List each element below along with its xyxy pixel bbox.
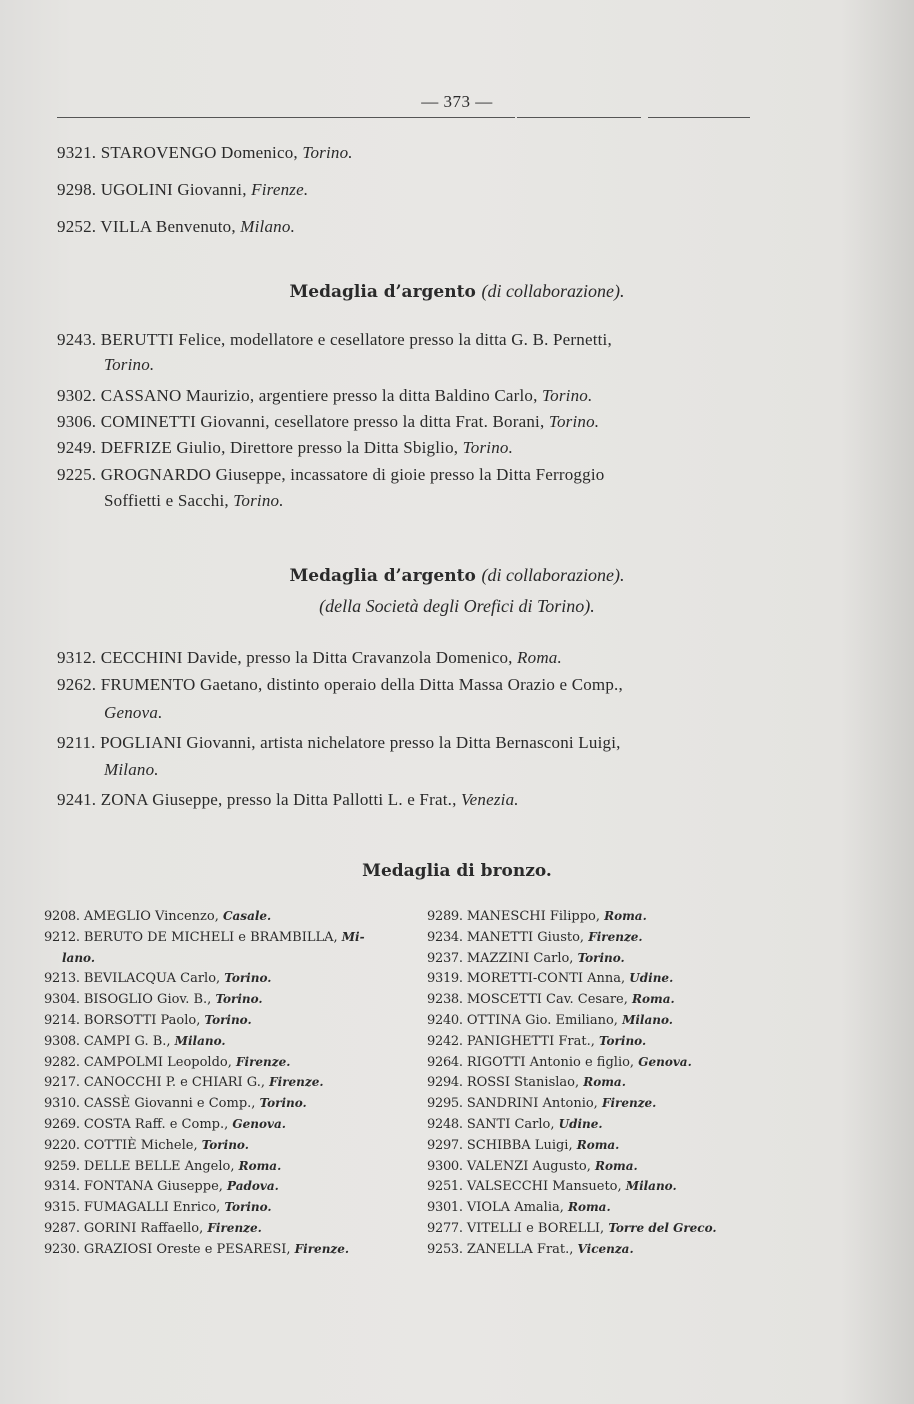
entry-number: 9242. [427, 1033, 463, 1049]
entry-city: Genova. [638, 1054, 692, 1069]
list-item [427, 927, 717, 948]
entry-name: COTTIÈ Michele, [83, 1137, 198, 1153]
entry-name: MANESCHI Filippo, [466, 909, 600, 924]
entry-name: BERUTO DE MICHELI e BRAMBILLA, [83, 929, 338, 945]
entry-number: 9213. [44, 971, 80, 987]
list-item-continuation: Genova. [104, 703, 163, 722]
entry-number: 9277. [427, 1220, 463, 1236]
list-item: 9241. ZONA Giuseppe, presso la Ditta Pallotti L. e Frat., Venezia. [57, 790, 519, 809]
entry-number: 9240. [427, 1012, 463, 1028]
list-item [44, 1031, 365, 1052]
entry-city: Torino. [599, 1033, 647, 1048]
entry-name: CAMPOLMI Leopoldo, [83, 1054, 232, 1070]
entry-name: AMEGLIO Vincenzo, [83, 909, 219, 924]
list-item [427, 1218, 717, 1239]
entry-name: MAZZINI Carlo, [466, 950, 574, 966]
list-item [427, 1052, 717, 1073]
entry-city: Udine. [629, 971, 674, 986]
list-item [44, 989, 365, 1010]
entry-name: DELLE BELLE Angelo, [83, 1158, 235, 1174]
entry-number: 9300. [427, 1158, 463, 1174]
entry-number: 9238. [427, 992, 463, 1008]
list-item [44, 927, 365, 948]
entry-name: BISOGLIO Giov. B., [83, 992, 212, 1008]
list-item [427, 1156, 717, 1177]
entry-city: Torino. [577, 950, 625, 965]
entry-number: 9301. [427, 1200, 463, 1216]
entry-name: VALENZI Augusto, [466, 1158, 591, 1174]
entry-number: 9294. [427, 1075, 463, 1091]
entry-city: Milano. [174, 1033, 226, 1048]
entry-name: GORINI Raffaello, [83, 1220, 204, 1236]
entry-name: OTTINA Gio. Emiliano, [466, 1012, 618, 1028]
list-item: 9252. VILLA Benvenuto, Milano. [57, 217, 296, 236]
entry-city: Roma. [238, 1158, 282, 1173]
entry-city: Torino. [204, 1012, 252, 1027]
list-item: 9243. BERUTTI Felice, modellatore e cesellatore presso la ditta G. B. Pernetti, [57, 330, 612, 349]
entry-number: 9314. [44, 1179, 80, 1195]
entry-number: 9234. [427, 929, 463, 945]
section-heading: Medaglia d’argento (di collaborazione). [289, 565, 625, 586]
entry-city: Torino. [224, 1200, 272, 1215]
header-rule [57, 117, 515, 118]
entry-name: BORSOTTI Paolo, [83, 1012, 201, 1028]
list-item: 9321. STAROVENGO Domenico, Torino. [57, 143, 353, 162]
list-item: 9298. UGOLINI Giovanni, Firenze. [57, 180, 309, 199]
list-item-continuation: Milano. [104, 760, 159, 779]
entry-name: GRAZIOSI Oreste e PESARESI, [83, 1241, 291, 1257]
entry-city: Casale. [222, 909, 272, 923]
entry-city: Roma. [604, 909, 647, 923]
entry-city: Torino. [201, 1137, 249, 1152]
entry-number: 9289. [427, 909, 463, 924]
entry-number: 9220. [44, 1137, 80, 1153]
entry-city: Roma. [568, 1200, 611, 1215]
entry-number: 9253. [427, 1241, 463, 1257]
entry-name: MANETTI Giusto, [466, 929, 585, 945]
entry-name: CANOCCHI P. e CHIARI G., [83, 1075, 265, 1091]
entry-number: 9208. [44, 909, 80, 924]
list-item [427, 1114, 717, 1135]
list-item [427, 1072, 717, 1093]
entry-name: SCHIBBA Luigi, [466, 1137, 573, 1153]
entry-number: 9230. [44, 1241, 80, 1257]
entry-city: Milano. [622, 1012, 673, 1027]
list-item [427, 948, 717, 969]
entry-number: 9212. [44, 929, 80, 945]
entry-name: SANDRINI Antonio, [466, 1096, 598, 1112]
entry-city: Vicenza. [577, 1241, 634, 1256]
list-item [44, 1197, 365, 1218]
entry-city: Firenze. [207, 1220, 262, 1235]
entry-name: FUMAGALLI Enrico, [83, 1200, 221, 1216]
entry-name: VITELLI e BORELLI, [466, 1220, 605, 1236]
list-item [427, 1135, 717, 1156]
list-item [427, 1176, 717, 1197]
entry-name: COSTA Raff. e Comp., [83, 1116, 229, 1132]
list-item [44, 1072, 365, 1093]
list-item [427, 906, 717, 927]
list-item: 9225. GROGNARDO Giuseppe, incassatore di gioie presso la Ditta Ferroggio [57, 465, 605, 484]
entry-city: Torre del Greco. [608, 1220, 717, 1235]
entry-number: 9295. [427, 1096, 463, 1112]
list-item [44, 1052, 365, 1073]
list-item [44, 1010, 365, 1031]
list-item [44, 1218, 365, 1239]
list-item [427, 1197, 717, 1218]
section-heading: Medaglia d’argento (di collaborazione). [289, 281, 625, 302]
list-item [427, 968, 717, 989]
entry-name: CAMPI G. B., [83, 1033, 171, 1049]
entry-city: Udine. [558, 1116, 603, 1131]
page-number: — 373 — [421, 92, 493, 111]
entry-number: 9217. [44, 1075, 80, 1091]
entry-city: Roma. [576, 1137, 620, 1152]
entry-number: 9259. [44, 1158, 80, 1174]
entry-number: 9319. [427, 971, 463, 987]
section-heading: Medaglia di bronzo. [362, 861, 552, 881]
entry-number: 9237. [427, 950, 463, 966]
entry-city: Roma. [632, 992, 675, 1007]
entry-number: 9315. [44, 1200, 80, 1216]
list-item [44, 1114, 365, 1135]
list-item [427, 1239, 717, 1260]
entry-city: Firenze. [236, 1054, 291, 1069]
header-rule [517, 117, 641, 118]
entry-number: 9297. [427, 1137, 463, 1153]
list-item: 9302. CASSANO Maurizio, argentiere presso la ditta Baldino Carlo, Torino. [57, 386, 593, 405]
list-item: 9249. DEFRIZE Giulio, Direttore presso la Ditta Sbiglio, Torino. [57, 438, 514, 457]
entry-number: 9251. [427, 1179, 463, 1195]
bronze-list-left [44, 906, 365, 1260]
entry-city: Roma. [583, 1075, 626, 1090]
entry-number: 9248. [427, 1116, 463, 1132]
entry-name: MORETTI-CONTI Anna, [466, 971, 626, 987]
list-item: 9306. COMINETTI Giovanni, cesellatore presso la ditta Frat. Borani, Torino. [57, 412, 600, 431]
entry-city: Padova. [227, 1179, 279, 1194]
entry-name: VALSECCHI Mansueto, [466, 1179, 622, 1195]
entry-city: Torino. [224, 971, 272, 986]
entry-city: Roma. [595, 1158, 638, 1173]
entry-city: Firenze. [294, 1241, 350, 1256]
entry-city: Torino. [215, 992, 263, 1007]
entry-city: Firenze. [269, 1075, 324, 1090]
entry-name: MOSCETTI Cav. Cesare, [466, 992, 628, 1008]
entry-city: Torino. [259, 1096, 307, 1111]
list-item [44, 1176, 365, 1197]
entry-name: ZANELLA Frat., [466, 1241, 574, 1257]
entry-number: 9308. [44, 1033, 80, 1049]
entry-name: ROSSI Stanislao, [466, 1075, 580, 1091]
list-item [44, 906, 365, 927]
entry-name: CASSÈ Giovanni e Comp., [83, 1096, 256, 1112]
list-item-continuation: Soffietti e Sacchi, Torino. [104, 491, 284, 510]
entry-number: 9264. [427, 1054, 463, 1070]
entry-name: VIOLA Amalia, [466, 1200, 564, 1216]
entry-city: lano. [62, 950, 96, 965]
entry-city: Firenze. [588, 929, 643, 944]
entry-number: 9269. [44, 1116, 80, 1132]
list-item [427, 989, 717, 1010]
list-item: 9211. POGLIANI Giovanni, artista nichelatore presso la Ditta Bernasconi Luigi, [57, 733, 621, 752]
list-item-continuation [44, 948, 365, 969]
entry-city: Genova. [232, 1116, 286, 1131]
entry-number: 9287. [44, 1220, 80, 1236]
list-item-continuation: Torino. [104, 355, 155, 374]
list-item [427, 1010, 717, 1031]
entry-name: BEVILACQUA Carlo, [83, 971, 221, 987]
list-item [427, 1031, 717, 1052]
entry-name: RIGOTTI Antonio e figlio, [466, 1054, 635, 1070]
header-rule [648, 117, 750, 118]
entry-name: SANTI Carlo, [466, 1116, 555, 1132]
list-item [44, 1239, 365, 1260]
entry-city: Firenze. [601, 1096, 657, 1111]
list-item [44, 968, 365, 989]
entry-name: PANIGHETTI Frat., [466, 1033, 595, 1049]
entry-city: Milano. [625, 1179, 677, 1194]
section-subheading: (della Società degli Orefici di Torino). [319, 596, 595, 616]
list-item [44, 1156, 365, 1177]
entry-name: FONTANA Giuseppe, [83, 1179, 223, 1195]
entry-number: 9310. [44, 1096, 80, 1112]
entry-number: 9214. [44, 1012, 80, 1028]
list-item: 9262. FRUMENTO Gaetano, distinto operaio della Ditta Massa Orazio e Comp., [57, 675, 623, 694]
entry-city: Mi- [341, 929, 365, 944]
list-item [44, 1093, 365, 1114]
list-item [44, 1135, 365, 1156]
bronze-list-right [427, 906, 717, 1260]
entry-number: 9282. [44, 1054, 80, 1070]
list-item [427, 1093, 717, 1114]
entry-number: 9304. [44, 992, 80, 1008]
list-item: 9312. CECCHINI Davide, presso la Ditta Cravanzola Domenico, Roma. [57, 648, 562, 667]
